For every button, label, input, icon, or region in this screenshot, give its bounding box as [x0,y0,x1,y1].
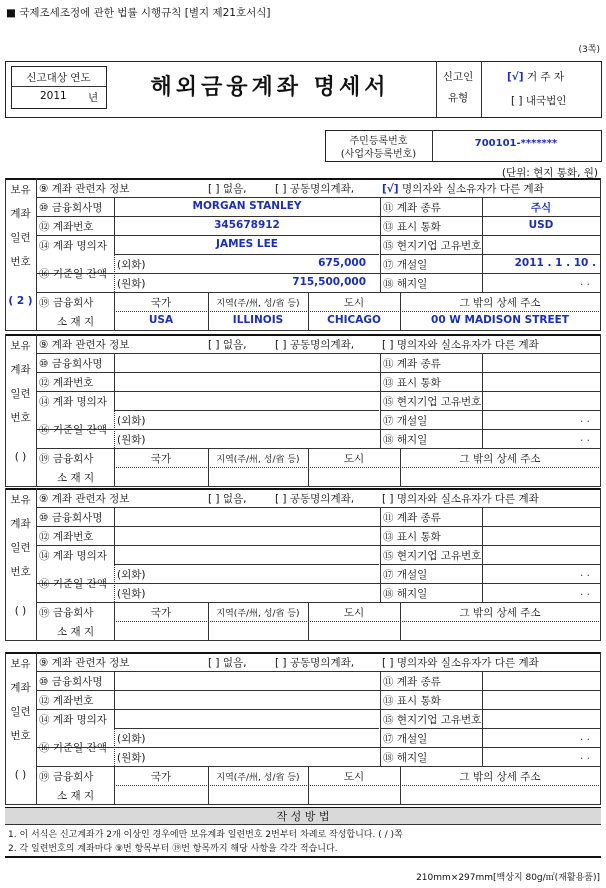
opt-joint-checkbox[interactable]: [ ] 공동명의계좌, [275,183,355,195]
side-label: 일련 [10,706,31,718]
company-id-label: ⑮ 현지기업 고유번호 [383,240,482,252]
opt-diff-checkbox[interactable]: [√] 명의자와 실소유자가 다른 계좌 [382,183,544,195]
side-label: 보유 [10,340,31,352]
country-header: 국가 [150,297,172,309]
opt-none-checkbox[interactable]: [ ] 없음, [208,183,247,195]
close-date-label: ⑱ 해지일 [383,434,428,446]
account-no-value: 345678912 [214,219,280,231]
address-label-2: 소 재 지 [57,790,95,802]
region-header: 지역(주/州, 성/省 등) [216,455,300,465]
company-id-label: ⑮ 현지기업 고유번호 [383,714,482,726]
city-header: 도시 [343,607,365,619]
foreign-label: (외화) [117,259,146,271]
opt-diff-checkbox[interactable]: [ ] 명의자와 실소유자가 다른 계좌 [382,657,539,669]
won-label: (원화) [117,588,146,600]
opt-joint-checkbox[interactable]: [ ] 공동명의계좌, [275,493,355,505]
opt-none-checkbox[interactable]: [ ] 없음, [208,493,247,505]
detail-header: 그 밖의 상세 주소 [459,453,541,465]
side-label: 번호 [10,412,31,424]
id-value: 700101-******* [474,138,558,149]
opt-diff-checkbox[interactable]: [ ] 명의자와 실소유자가 다른 계좌 [382,339,539,351]
main-title: 해외금융계좌 명세서 [150,75,390,100]
side-label: 번호 [10,730,31,742]
side-label: 계좌 [10,518,31,530]
side-label: 일련 [10,542,31,554]
account-no-label: ⑫ 계좌번호 [39,221,94,233]
address-label-1: ⑲ 금융회사 [39,453,94,465]
unit-note: (단위: 현지 통화, 원) [501,167,598,179]
close-date-blank: . . [579,432,590,444]
year-value: 2011 [40,90,67,102]
address-label-1: ⑲ 금융회사 [39,771,94,783]
account-type-value: 주식 [530,202,552,214]
paper-spec: 210mm×297mm[백상지 80g/㎡(재활용품)] [416,873,600,883]
opt-joint-checkbox[interactable]: [ ] 공동명의계좌, [275,657,355,669]
related-party-label: ⑨ 계좌 관련자 정보 [39,493,130,505]
institution-label: ⑩ 금융회사명 [39,202,103,214]
address-label-2: 소 재 지 [57,316,95,328]
open-date-label: ⑰ 개설일 [383,415,428,427]
account-type-label: ⑪ 계좌 종류 [383,676,441,688]
currency-value: USD [528,219,554,231]
seq-number: ( ) [14,451,27,463]
balance-foreign-value: 675,000 [318,257,366,269]
holder-label: ⑭ 계좌 명의자 [39,550,107,562]
region-header: 지역(주/州, 성/省 등) [216,609,300,619]
opt-diff-checkbox[interactable]: [ ] 명의자와 실소유자가 다른 계좌 [382,493,539,505]
side-label: 일련 [10,232,31,244]
currency-label: ⑬ 표시 통화 [383,377,441,389]
year-unit: 년 [88,92,99,104]
id-label-1: 주민등록번호 [349,136,408,147]
country-header: 국가 [150,453,172,465]
institution-label: ⑩ 금융회사명 [39,512,103,524]
related-party-label: ⑨ 계좌 관련자 정보 [39,339,130,351]
open-date-blank: . . [579,413,590,425]
seq-number: ( ) [14,769,27,781]
opt-none-checkbox[interactable]: [ ] 없음, [208,339,247,351]
resident-checkbox[interactable]: [√] 거 주 자 [507,71,565,83]
region-value: ILLINOIS [232,314,284,326]
open-date-value: 2011 . 1 . 10 . [514,257,596,269]
company-id-label: ⑮ 현지기업 고유번호 [383,396,482,408]
account-no-label: ⑫ 계좌번호 [39,531,94,543]
city-value: CHICAGO [327,314,381,326]
holder-value: JAMES LEE [216,238,278,250]
side-label: 계좌 [10,682,31,694]
side-label: 계좌 [10,364,31,376]
instruction-1: 1. 이 서식은 신고계좌가 2개 이상인 경우에만 보유계좌 일련번호 2번부터 차례로 작성합니다. ( / )쪽 [8,830,403,840]
institution-label: ⑩ 금융회사명 [39,358,103,370]
balance-label: ⑯ 기준일 잔액 [39,268,107,280]
close-date-blank: . . [579,276,590,288]
account-no-label: ⑫ 계좌번호 [39,695,94,707]
address-label-1: ⑲ 금융회사 [39,297,94,309]
side-label: 번호 [10,256,31,268]
opt-joint-checkbox[interactable]: [ ] 공동명의계좌, [275,339,355,351]
seq-number: ( ) [14,605,27,617]
page-label: (3쪽) [578,45,600,55]
close-date-label: ⑱ 해지일 [383,588,428,600]
won-label: (원화) [117,278,146,290]
balance-label: ⑯ 기준일 잔액 [39,742,107,754]
account-type-label: ⑪ 계좌 종류 [383,202,441,214]
city-header: 도시 [343,771,365,783]
region-header: 지역(주/州, 성/省 등) [216,299,300,309]
year-label: 신고대상 연도 [26,72,91,84]
account-type-label: ⑪ 계좌 종류 [383,358,441,370]
currency-label: ⑬ 표시 통화 [383,531,441,543]
related-party-label: ⑨ 계좌 관련자 정보 [39,657,130,669]
open-date-blank: . . [579,731,590,743]
country-header: 국가 [150,607,172,619]
opt-none-checkbox[interactable]: [ ] 없음, [208,657,247,669]
city-header: 도시 [343,453,365,465]
regulation-title: ■ 국제조세조정에 관한 법률 시행규칙 [별지 제21호서식] [6,7,271,19]
account-type-label: ⑪ 계좌 종류 [383,512,441,524]
holder-label: ⑭ 계좌 명의자 [39,240,107,252]
won-label: (원화) [117,752,146,764]
instructions-title: 작 성 방 법 [5,808,601,824]
filer-type-label-2: 유형 [447,92,469,104]
foreign-label: (외화) [117,733,146,745]
detail-header: 그 밖의 상세 주소 [459,771,541,783]
balance-won-value: 715,500,000 [292,276,366,288]
won-label: (원화) [117,434,146,446]
close-date-blank: . . [579,750,590,762]
detail-value: 00 W MADISON STREET [431,314,569,326]
address-label-2: 소 재 지 [57,626,95,638]
side-label: 보유 [10,658,31,670]
institution-value: MORGAN STANLEY [192,200,302,212]
instruction-2: 2. 각 일련번호의 계좌마다 ⑨번 항목부터 ⑲번 항목까지 해당 사항을 각각 적습니다. [8,844,338,854]
open-date-label: ⑰ 개설일 [383,259,428,271]
foreign-label: (외화) [117,569,146,581]
address-label-1: ⑲ 금융회사 [39,607,94,619]
region-header: 지역(주/州, 성/省 등) [216,773,300,783]
city-header: 도시 [343,297,365,309]
country-header: 국가 [150,771,172,783]
holder-label: ⑭ 계좌 명의자 [39,714,107,726]
related-party-label: ⑨ 계좌 관련자 정보 [39,183,130,195]
filer-type-label-1: 신고인 [442,71,474,83]
close-date-blank: . . [579,586,590,598]
corp-label: 내국법인 [525,95,567,107]
foreign-label: (외화) [117,415,146,427]
detail-header: 그 밖의 상세 주소 [459,297,541,309]
balance-label: ⑯ 기준일 잔액 [39,424,107,436]
id-label-2: (사업자등록번호) [340,149,417,160]
side-label: 번호 [10,566,31,578]
open-date-label: ⑰ 개설일 [383,569,428,581]
detail-header: 그 밖의 상세 주소 [459,607,541,619]
currency-label: ⑬ 표시 통화 [383,221,441,233]
currency-label: ⑬ 표시 통화 [383,695,441,707]
country-value: USA [148,314,174,326]
institution-label: ⑩ 금융회사명 [39,676,103,688]
company-id-label: ⑮ 현지기업 고유번호 [383,550,482,562]
account-no-label: ⑫ 계좌번호 [39,377,94,389]
close-date-label: ⑱ 해지일 [383,752,428,764]
side-label: 보유 [10,184,31,196]
open-date-blank: . . [579,567,590,579]
open-date-label: ⑰ 개설일 [383,733,428,745]
resident-label: 거 주 자 [526,71,565,83]
side-label: 일련 [10,388,31,400]
holder-label: ⑭ 계좌 명의자 [39,396,107,408]
balance-label: ⑯ 기준일 잔액 [39,578,107,590]
close-date-label: ⑱ 해지일 [383,278,428,290]
side-label: 보유 [10,494,31,506]
side-label: 계좌 [10,208,31,220]
seq-number: ( 2 ) [8,295,33,307]
address-label-2: 소 재 지 [57,472,95,484]
corp-checkbox[interactable]: [ ] 내국법인 [511,95,567,107]
